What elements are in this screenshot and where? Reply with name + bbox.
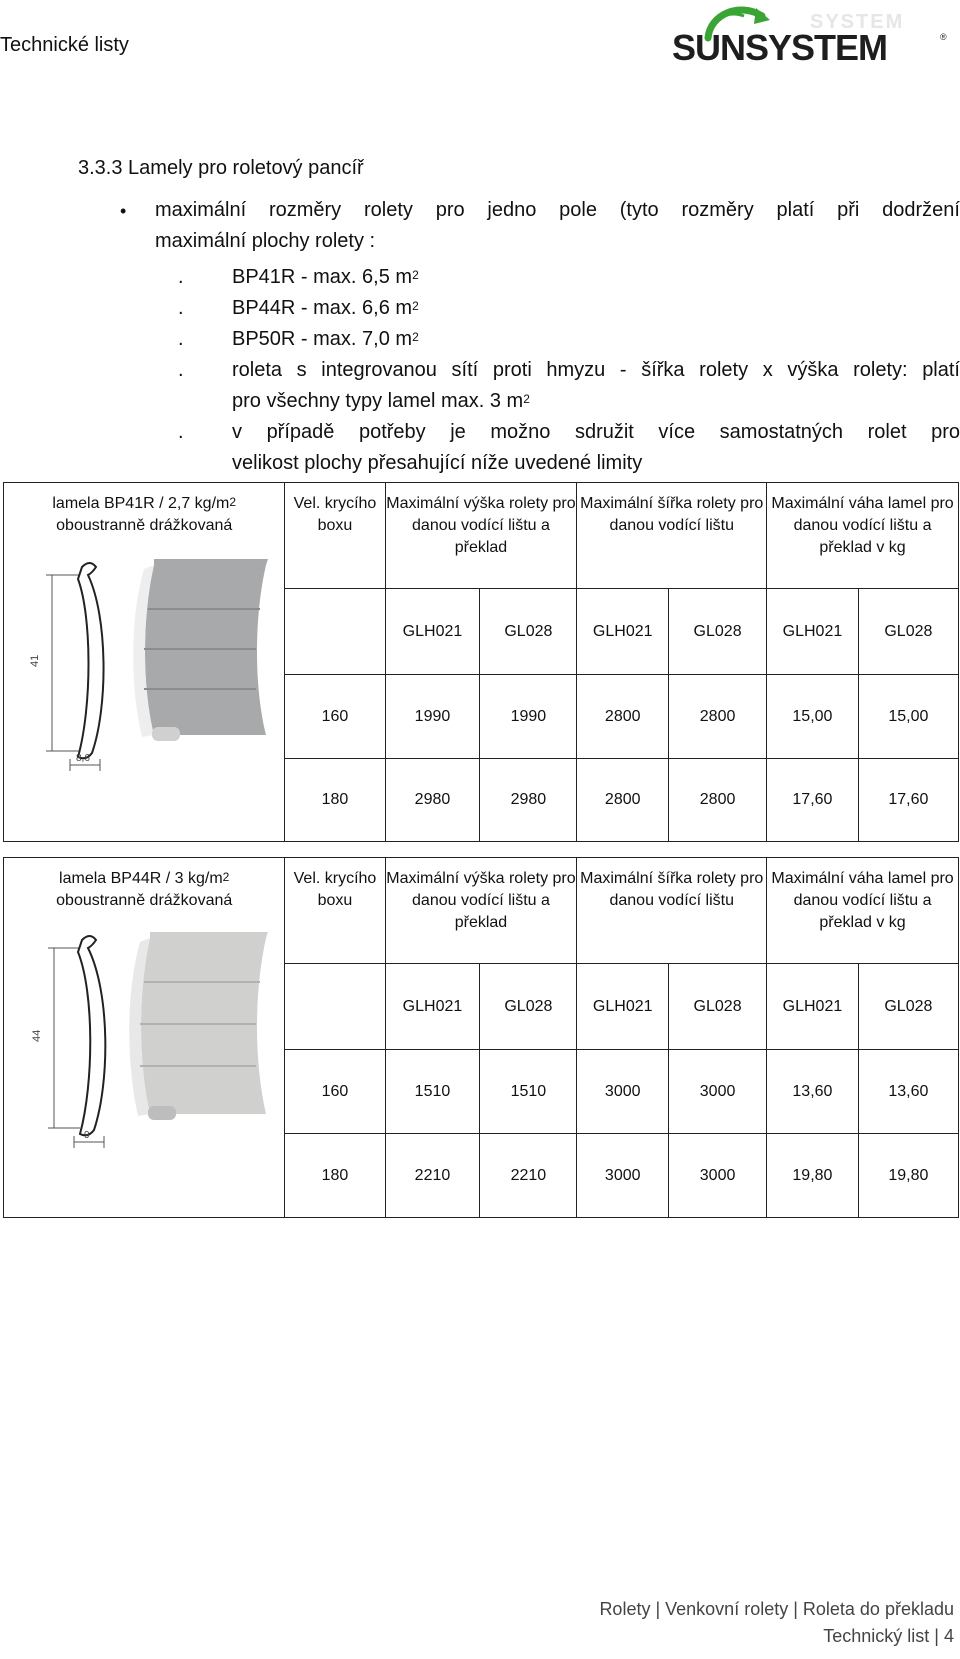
dimension-height: 41 (29, 654, 42, 667)
list-item: . roleta s integrovanou sítí proti hmyzu - šířka rolety x výška rolety: platí pro všechny typy lamel max. 3 $m^2$ (178, 359, 960, 412)
dimension-width: 9 (84, 1130, 90, 1141)
col-weight-header: Maximální váha lamel pro danou vodící lištu a překlad v kg (767, 858, 959, 964)
header-title: Technické listy (0, 34, 129, 56)
table-row: GLH021 GL028 GLH021 GL028 GLH021 GL028 (4, 964, 959, 1050)
table-row: 180 2210 2210 3000 3000 19,80 19,80 (4, 1134, 959, 1218)
lamela-title: lamela BP41R / 2,7 kg/m (52, 495, 230, 512)
lamela-subtitle: oboustranně drážkovaná (56, 517, 233, 534)
logo-wordmark: SUNSYSTEM (672, 27, 888, 68)
list-item: . BP44R - max. 6,6 $m^2$ (178, 297, 419, 319)
table-row: 160 1510 1510 3000 3000 13,60 13,60 (4, 1050, 959, 1134)
bullet-icon: • (120, 201, 127, 221)
lamela-cell: lamela BP41R / 2,7 $kg/m^2$ oboustranně drážkovaná 41 8,6 (4, 483, 285, 842)
section-title: 3.3.3 Lamely pro roletový pancíř (78, 157, 364, 179)
dimension-height: 44 (31, 1029, 44, 1042)
sunsystem-logo (672, 0, 950, 80)
footer-breadcrumb: Rolety | Venkovní rolety | Roleta do překladu (599, 1599, 954, 1619)
svg-text:®: ® (940, 32, 947, 42)
list-item: . BP41R - max. 6,5 $m^2$ (178, 266, 419, 288)
limits-list (178, 262, 960, 479)
lamela-subtitle: oboustranně drážkovaná (56, 892, 233, 909)
list-item: . BP50R - max. 7,0 $m^2$ (178, 328, 419, 350)
col-width-header: Maximální šířka rolety pro danou vodící lištu (577, 858, 767, 964)
table-row: GLH021 GL028 GLH021 GL028 GLH021 GL028 (4, 589, 959, 675)
lamela-title: lamela BP44R / 3 kg/m (59, 870, 223, 887)
dimension-width: 8,6 (76, 753, 91, 764)
lamela-cell: lamela BP44R / 3 $kg/m^2$ oboustranně drážkovaná 44 9 (4, 858, 285, 1218)
footer-page: Technický list | 4 (823, 1626, 954, 1646)
svg-text:SYSTEM: SYSTEM (810, 11, 905, 33)
lamela-profile-image (14, 557, 274, 783)
intro-line-2: maximální plochy rolety : (155, 230, 376, 252)
col-box-header: Vel. krycího boxu (285, 483, 385, 589)
col-width-header: Maximální šířka rolety pro danou vodící lištu (577, 483, 767, 589)
list-item: . v případě potřeby je možno sdružit více samostatných rolet pro velikost plochy přesahující níže uvedené limity (178, 421, 960, 474)
col-box-header: Vel. krycího boxu (285, 858, 385, 964)
spec-table-bp44r (3, 857, 959, 1218)
intro-line-1: maximální rozměry rolety pro jedno pole (tyto rozměry platí při dodržení (155, 199, 960, 221)
table-row: 180 2980 2980 2800 2800 17,60 17,60 (4, 759, 959, 842)
lamela-profile-image (14, 932, 274, 1158)
table-row: 160 1990 1990 2800 2800 15,00 15,00 (4, 675, 959, 759)
col-height-header: Maximální výška rolety pro danou vodící lištu a překlad (385, 483, 577, 589)
col-height-header: Maximální výška rolety pro danou vodící lištu a překlad (385, 858, 577, 964)
col-weight-header: Maximální váha lamel pro danou vodící lištu a překlad v kg (767, 483, 959, 589)
spec-table-bp41r (3, 482, 959, 842)
